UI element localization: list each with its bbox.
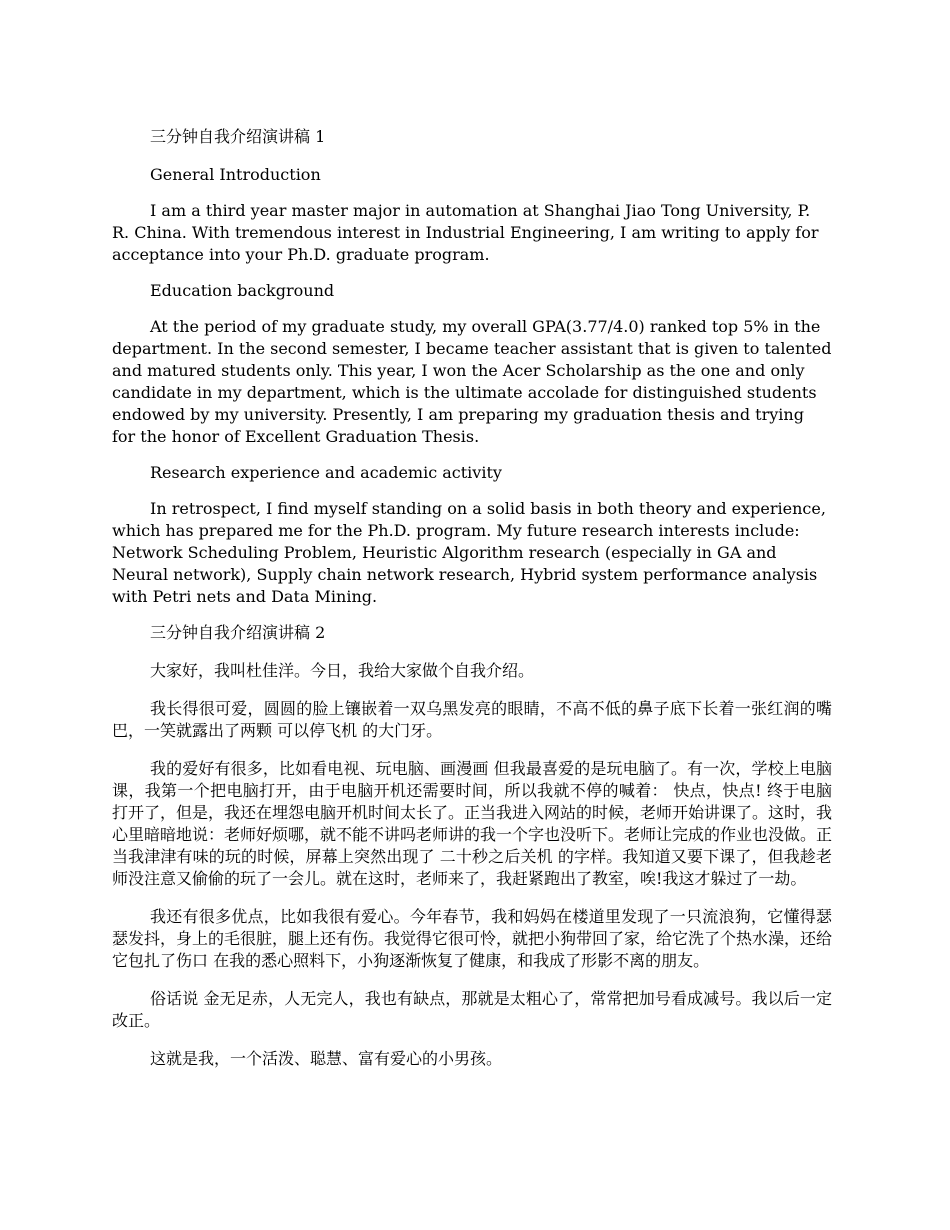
paragraph-closing: 这就是我，一个活泼、聪慧、富有爱心的小男孩。 xyxy=(150,1049,503,1068)
paragraph-introduction: I am a third year master major in automation at Shanghai Jiao Tong University, P. R. China. With tremendous interest in Industrial Engineering, I am writing to apply for acceptance into your Ph.D. graduate program. xyxy=(112,201,819,264)
paragraph-merits: 我还有很多优点，比如我很有爱心。今年春节，我和妈妈在楼道里发现了一只流浪狗，它懂得瑟瑟发抖，身上的毛很脏，腿上还有伤。我觉得它很可怜，就把小狗带回了家，给它洗了个热水澡，还给它包扎了伤口 在我的悉心照料下，小狗逐渐恢复了健康，和我成了形影不离的朋友。 xyxy=(112,907,833,970)
section-heading-general-introduction: General Introduction xyxy=(150,165,321,184)
paragraph-education: At the period of my graduate study, my overall GPA(3.77/4.0) ranked top 5% in the department. In the second semester, I became teacher assistant that is given to talented and matured students only. This year, I won the Acer Scholarship as the one and only candidate in my department, which is the ultimate accolade for distinguished students endowed by my university. Presently, I am preparing my graduation thesis and trying for the honor of Excellent Graduation Thesis. xyxy=(112,317,832,446)
section-heading-speech-2: 三分钟自我介绍演讲稿 2 xyxy=(150,623,326,642)
document-body xyxy=(112,126,832,1086)
paragraph-shortcomings: 俗话说 金无足赤，人无完人，我也有缺点，那就是太粗心了，常常把加号看成减号。我以后一定改正。 xyxy=(112,989,832,1030)
paragraph-hobbies: 我的爱好有很多，比如看电视、玩电脑、画漫画 但我最喜爱的是玩电脑了。有一次，学校上电脑课，我第一个把电脑打开，由于电脑开机还需要时间，所以我就不停的喊着： 快点，快点! 终于电脑打开了，但是，我还在埋怨电脑开机时间太长了。正当我进入网站的时候，老师开始讲课了。这时，我心里暗暗地说：老师好烦哪，就不能不讲吗老师讲的我一个字也没听下。老师让完成的作业也没做。正当我津津有味的玩的时候，屏幕上突然出现了 二十秒之后关机 的字样。我知道又要下课了，但我趁老师没注意又偷偷的玩了一会儿。就在这时，老师来了，我赶紧跑出了教室，唉!我这才躲过了一劫。 xyxy=(112,759,833,888)
paragraph-appearance: 我长得很可爱，圆圆的脸上镶嵌着一双乌黑发亮的眼睛，不高不低的鼻子底下长着一张红润的嘴巴，一笑就露出了两颗 可以停飞机 的大门牙。 xyxy=(112,699,832,740)
section-heading-education: Education background xyxy=(150,281,335,300)
section-heading-research: Research experience and academic activity xyxy=(150,463,502,482)
paragraph-greeting: 大家好，我叫杜佳洋。今日，我给大家做个自我介绍。 xyxy=(150,661,535,680)
section-heading-speech-1: 三分钟自我介绍演讲稿 1 xyxy=(150,127,326,146)
paragraph-research: In retrospect, I find myself standing on a solid basis in both theory and experience, which has prepared me for the Ph.D. program. My future research interests include: Network Scheduling Problem, Heuristic Algorithm research (especially in GA and Neural network), Supply chain network research, Hybrid system performance analysis with Petri nets and Data Mining. xyxy=(112,499,826,606)
